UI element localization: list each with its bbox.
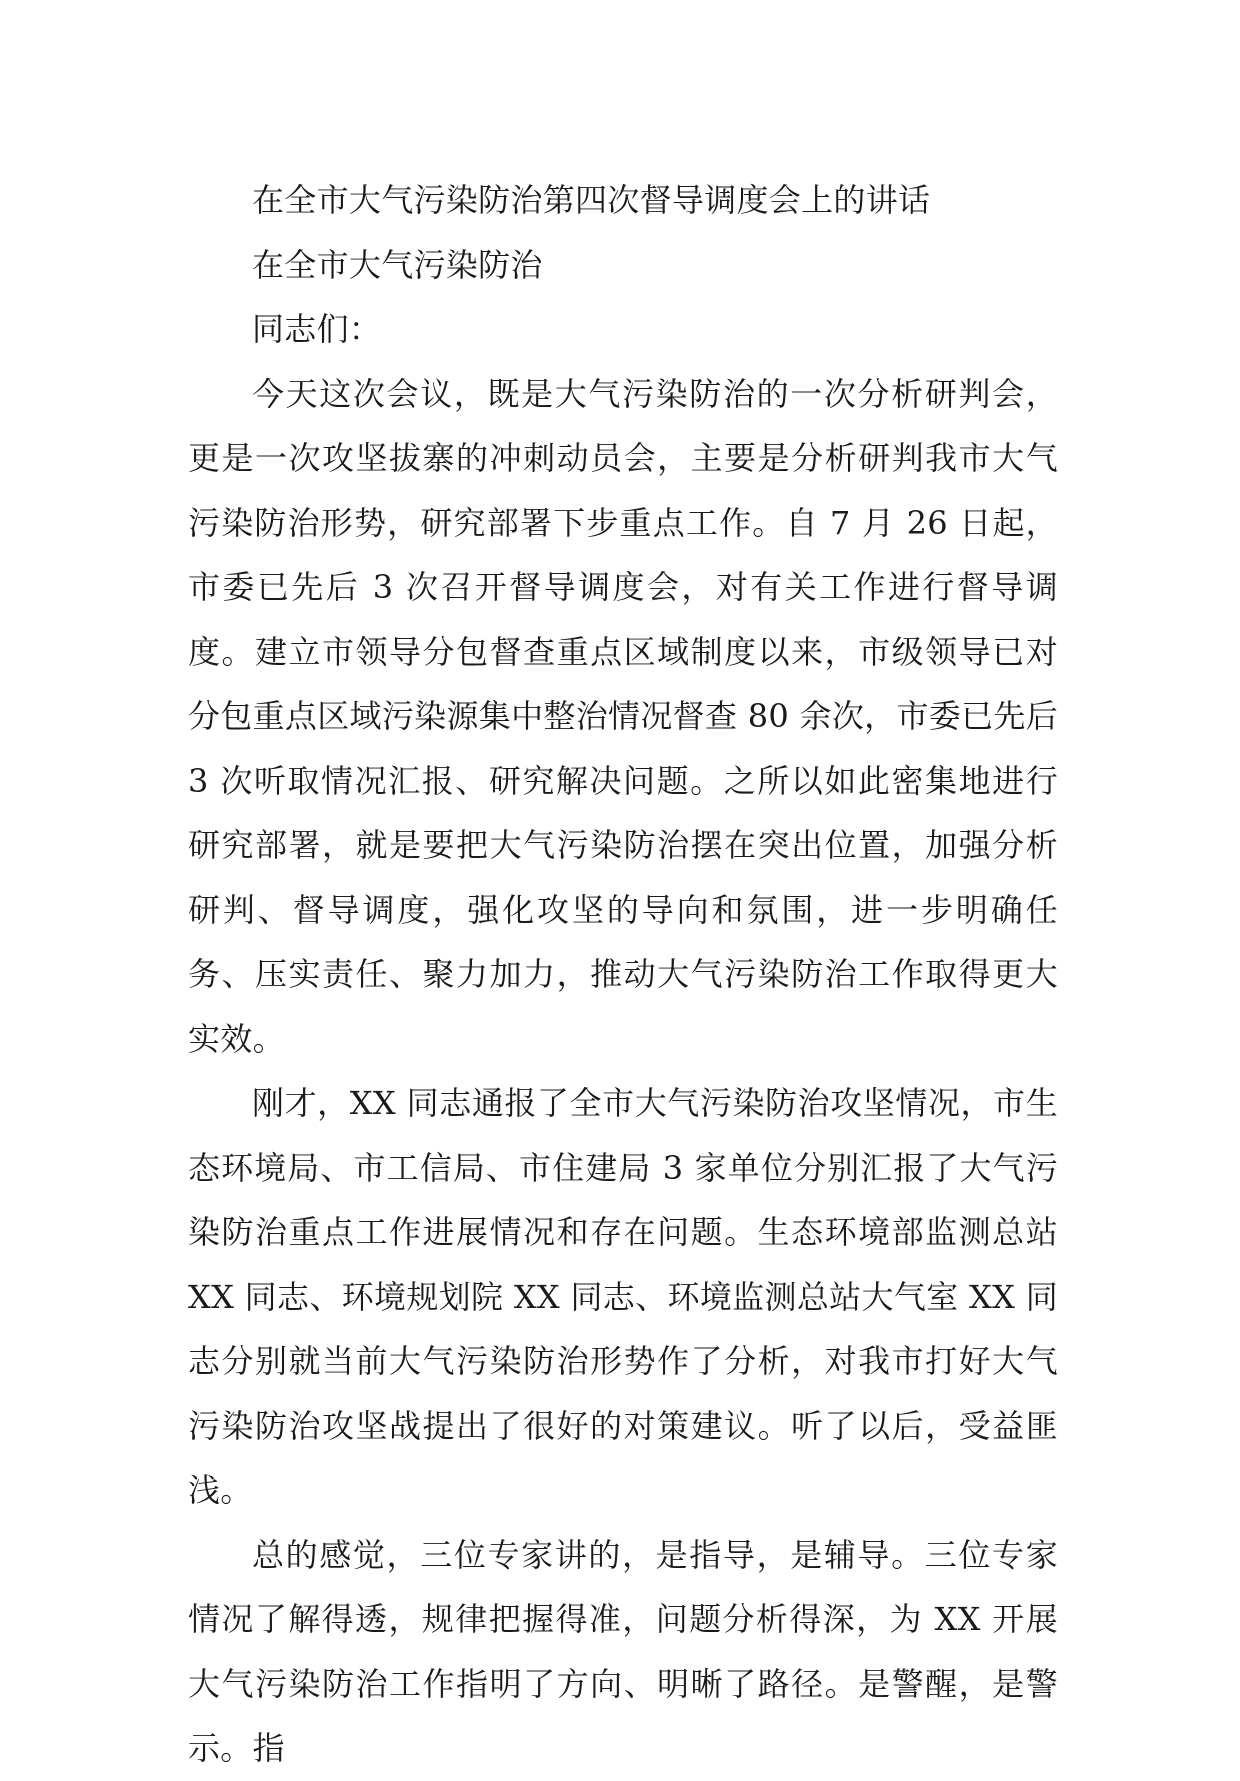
- paragraph: 刚才，XX 同志通报了全市大气污染防治攻坚情况，市生态环境局、市工信局、市住建局 3 家单位分别汇报了大气污染防治重点工作进展情况和存在问题。生态环境部监测总站 XX 同志、环境规划院 XX 同志、环境监测总站大气室 XX 同志分别就当前大气污染防治形势作了分析，对我市打好大气污染防治攻坚战提出了很好的对策建议。听了以后，受益匪浅。: [188, 1084, 1058, 1509]
- document-subtitle: 在全市大气污染防治: [252, 245, 543, 284]
- paragraph: 今天这次会议，既是大气污染防治的一次分析研判会，更是一次攻坚拔寨的冲刺动员会，主要是分析研判我市大气污染防治形势，研究部署下步重点工作。自 7 月 26 日起，市委已先后 3 次召开督导调度会，对有关工作进行督导调度。建立市领导分包督查重点区域制度以来，市级领导已对分包重点区域污染源集中整治情况督查 80 余次，市委已先后 3 次听取情况汇报、研究解决问题。之所以如此密集地进行研究部署，就是要把大气污染防治摆在突出位置，加强分析研判、督导调度，强化攻坚的导向和氛围，进一步明确任务、压实责任、聚力加力，推动大气污染防治工作取得更大实效。: [188, 374, 1058, 1058]
- document-title: 在全市大气污染防治第四次督导调度会上的讲话: [252, 181, 931, 219]
- salutation: 同志们：: [252, 310, 382, 348]
- paragraph: 总的感觉，三位专家讲的，是指导，是辅导。三位专家情况了解得透，规律把握得准，问题分析得深，为 XX 开展大气污染防治工作指明了方向、明晰了路径。是警醒，是警示。指: [188, 1535, 1058, 1767]
- document-body: [188, 168, 1058, 1781]
